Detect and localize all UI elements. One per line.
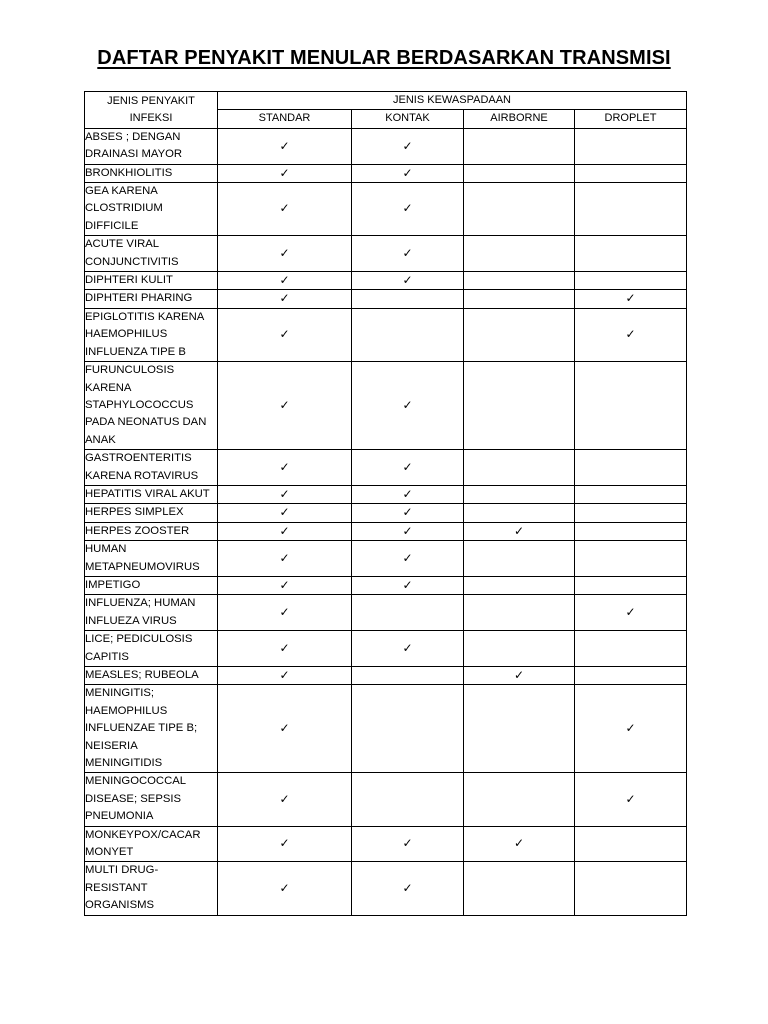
airborne-cell — [464, 826, 575, 862]
droplet-cell — [575, 450, 687, 486]
checkmark-icon: ✓ — [279, 721, 290, 736]
page-title — [0, 47, 768, 70]
table-row — [85, 667, 687, 685]
checkmark-icon: ✓ — [279, 138, 290, 153]
kontak-cell — [352, 667, 464, 685]
droplet-cell — [575, 236, 687, 272]
standar-cell — [218, 272, 352, 290]
checkmark-icon: ✓ — [279, 201, 290, 216]
disease-table — [84, 91, 687, 916]
table-row — [85, 183, 687, 236]
table-row — [85, 773, 687, 826]
kontak-cell — [352, 862, 464, 915]
droplet-cell — [575, 576, 687, 594]
checkmark-icon: ✓ — [625, 291, 636, 306]
table-row — [85, 541, 687, 577]
airborne-cell — [464, 183, 575, 236]
droplet-cell — [575, 631, 687, 667]
disease-name-cell: INFLUENZA; HUMAN INFLUEZA VIRUS — [85, 595, 218, 631]
kontak-cell — [352, 541, 464, 577]
airborne-cell — [464, 308, 575, 361]
kontak-cell — [352, 485, 464, 503]
checkmark-icon: ✓ — [279, 668, 290, 682]
checkmark-icon: ✓ — [402, 201, 413, 216]
airborne-cell — [464, 576, 575, 594]
disease-name-cell: BRONKHIOLITIS — [85, 164, 218, 182]
checkmark-icon: ✓ — [279, 397, 290, 412]
checkmark-icon: ✓ — [279, 273, 290, 288]
disease-name-cell: MENINGITIS; HAEMOPHILUS INFLUENZAE TIPE B; NEISERIA MENINGITIDIS — [85, 685, 218, 773]
droplet-cell — [575, 362, 687, 450]
kontak-cell — [352, 773, 464, 826]
airborne-cell — [464, 862, 575, 915]
standar-cell — [218, 308, 352, 361]
kontak-cell — [352, 164, 464, 182]
checkmark-icon: ✓ — [402, 880, 413, 895]
standar-cell — [218, 362, 352, 450]
disease-name-cell: FURUNCULOSIS KARENA STAPHYLOCOCCUS PADA NEONATUS DAN ANAK — [85, 362, 218, 450]
standar-cell — [218, 290, 352, 308]
disease-name-cell: LICE; PEDICULOSIS CAPITIS — [85, 631, 218, 667]
standar-cell — [218, 631, 352, 667]
airborne-cell — [464, 164, 575, 182]
droplet-cell — [575, 290, 687, 308]
disease-name-cell: ACUTE VIRAL CONJUNCTIVITIS — [85, 236, 218, 272]
disease-name-cell: IMPETIGO — [85, 576, 218, 594]
checkmark-icon: ✓ — [279, 880, 290, 895]
airborne-cell — [464, 541, 575, 577]
disease-name-cell: DIPHTERI KULIT — [85, 272, 218, 290]
checkmark-icon: ✓ — [625, 791, 636, 806]
droplet-cell — [575, 862, 687, 915]
airborne-cell — [464, 667, 575, 685]
checkmark-icon: ✓ — [513, 523, 525, 538]
table-row — [85, 504, 687, 522]
disease-name-cell: ABSES ; DENGAN DRAINASI MAYOR — [85, 128, 218, 164]
header-kontak: KONTAK — [352, 110, 464, 128]
kontak-cell — [352, 272, 464, 290]
disease-name-cell: GASTROENTERITIS KARENA ROTAVIRUS — [85, 450, 218, 486]
standar-cell — [218, 773, 352, 826]
disease-name-cell: GEA KARENA CLOSTRIDIUM DIFFICILE — [85, 183, 218, 236]
kontak-cell — [352, 128, 464, 164]
droplet-cell — [575, 183, 687, 236]
page-title-text: DAFTAR PENYAKIT MENULAR BERDASARKAN TRANSMISI — [97, 47, 671, 69]
header-droplet: DROPLET — [575, 110, 687, 128]
checkmark-icon: ✓ — [279, 836, 290, 851]
checkmark-icon: ✓ — [279, 245, 290, 260]
disease-name-cell: MEASLES; RUBEOLA — [85, 667, 218, 685]
droplet-cell — [575, 826, 687, 862]
disease-name-cell: HEPATITIS VIRAL AKUT — [85, 485, 218, 503]
kontak-cell — [352, 631, 464, 667]
disease-name-cell: MULTI DRUG-RESISTANT ORGANISMS — [85, 862, 218, 915]
checkmark-icon: ✓ — [625, 605, 636, 620]
standar-cell — [218, 685, 352, 773]
checkmark-icon: ✓ — [279, 486, 290, 501]
table-row — [85, 362, 687, 450]
standar-cell — [218, 667, 352, 685]
disease-name-cell: HERPES ZOOSTER — [85, 522, 218, 540]
airborne-cell — [464, 485, 575, 503]
checkmark-icon: ✓ — [279, 165, 290, 180]
kontak-cell — [352, 576, 464, 594]
table-row — [85, 522, 687, 540]
kontak-cell — [352, 236, 464, 272]
table-row — [85, 631, 687, 667]
checkmark-icon: ✓ — [279, 550, 290, 565]
checkmark-icon: ✓ — [279, 577, 290, 592]
checkmark-icon: ✓ — [625, 721, 636, 736]
kontak-cell — [352, 450, 464, 486]
checkmark-icon: ✓ — [279, 459, 290, 474]
header-row-group — [85, 92, 687, 110]
checkmark-icon: ✓ — [279, 791, 290, 806]
standar-cell — [218, 522, 352, 540]
airborne-cell — [464, 290, 575, 308]
checkmark-icon: ✓ — [625, 327, 636, 342]
checkmark-icon: ✓ — [513, 836, 525, 851]
droplet-cell — [575, 541, 687, 577]
kontak-cell — [352, 685, 464, 773]
header-disease-type: JENIS PENYAKIT INFEKSI — [85, 92, 218, 129]
checkmark-icon: ✓ — [279, 640, 290, 655]
table-body — [85, 128, 687, 915]
table-row — [85, 450, 687, 486]
airborne-cell — [464, 450, 575, 486]
checkmark-icon: ✓ — [279, 505, 290, 520]
table-row — [85, 685, 687, 773]
disease-name-cell: EPIGLOTITIS KARENA HAEMOPHILUS INFLUENZA TIPE B — [85, 308, 218, 361]
droplet-cell — [575, 504, 687, 522]
checkmark-icon: ✓ — [402, 577, 413, 592]
table-row — [85, 236, 687, 272]
droplet-cell — [575, 773, 687, 826]
checkmark-icon: ✓ — [402, 486, 413, 501]
checkmark-icon: ✓ — [402, 397, 413, 412]
airborne-cell — [464, 362, 575, 450]
disease-name-cell: MENINGOCOCCAL DISEASE; SEPSIS PNEUMONIA — [85, 773, 218, 826]
checkmark-icon: ✓ — [279, 291, 290, 306]
droplet-cell — [575, 685, 687, 773]
checkmark-icon: ✓ — [402, 523, 413, 538]
airborne-cell — [464, 631, 575, 667]
disease-name-cell: HERPES SIMPLEX — [85, 504, 218, 522]
droplet-cell — [575, 485, 687, 503]
standar-cell — [218, 450, 352, 486]
header-precaution-type: JENIS KEWASPADAAN — [218, 92, 687, 110]
checkmark-icon: ✓ — [402, 550, 413, 565]
kontak-cell — [352, 504, 464, 522]
standar-cell — [218, 504, 352, 522]
droplet-cell — [575, 595, 687, 631]
checkmark-icon: ✓ — [402, 505, 413, 520]
standar-cell — [218, 541, 352, 577]
table-row — [85, 272, 687, 290]
checkmark-icon: ✓ — [279, 523, 290, 538]
standar-cell — [218, 128, 352, 164]
standar-cell — [218, 576, 352, 594]
checkmark-icon: ✓ — [402, 836, 413, 851]
table-row — [85, 164, 687, 182]
disease-name-cell: MONKEYPOX/CACAR MONYET — [85, 826, 218, 862]
table-row — [85, 576, 687, 594]
checkmark-icon: ✓ — [513, 668, 525, 682]
kontak-cell — [352, 362, 464, 450]
kontak-cell — [352, 826, 464, 862]
table-row — [85, 128, 687, 164]
kontak-cell — [352, 595, 464, 631]
table-row — [85, 290, 687, 308]
standar-cell — [218, 595, 352, 631]
airborne-cell — [464, 595, 575, 631]
checkmark-icon: ✓ — [402, 640, 413, 655]
droplet-cell — [575, 522, 687, 540]
standar-cell — [218, 164, 352, 182]
standar-cell — [218, 826, 352, 862]
kontak-cell — [352, 183, 464, 236]
header-standar: STANDAR — [218, 110, 352, 128]
checkmark-icon: ✓ — [279, 605, 290, 620]
table-row — [85, 485, 687, 503]
airborne-cell — [464, 236, 575, 272]
airborne-cell — [464, 685, 575, 773]
airborne-cell — [464, 773, 575, 826]
checkmark-icon: ✓ — [402, 165, 413, 180]
checkmark-icon: ✓ — [402, 273, 413, 288]
table-row — [85, 308, 687, 361]
checkmark-icon: ✓ — [402, 459, 413, 474]
kontak-cell — [352, 290, 464, 308]
table-row — [85, 862, 687, 915]
standar-cell — [218, 236, 352, 272]
standar-cell — [218, 862, 352, 915]
standar-cell — [218, 183, 352, 236]
table-row — [85, 595, 687, 631]
checkmark-icon: ✓ — [402, 138, 413, 153]
checkmark-icon: ✓ — [279, 327, 290, 342]
airborne-cell — [464, 272, 575, 290]
droplet-cell — [575, 667, 687, 685]
droplet-cell — [575, 164, 687, 182]
table-header — [85, 92, 687, 129]
header-airborne: AIRBORNE — [464, 110, 575, 128]
table-row — [85, 826, 687, 862]
standar-cell — [218, 485, 352, 503]
checkmark-icon: ✓ — [402, 245, 413, 260]
droplet-cell — [575, 128, 687, 164]
droplet-cell — [575, 272, 687, 290]
droplet-cell — [575, 308, 687, 361]
airborne-cell — [464, 504, 575, 522]
disease-name-cell: DIPHTERI PHARING — [85, 290, 218, 308]
disease-name-cell: HUMAN METAPNEUMOVIRUS — [85, 541, 218, 577]
kontak-cell — [352, 522, 464, 540]
airborne-cell — [464, 128, 575, 164]
kontak-cell — [352, 308, 464, 361]
airborne-cell — [464, 522, 575, 540]
